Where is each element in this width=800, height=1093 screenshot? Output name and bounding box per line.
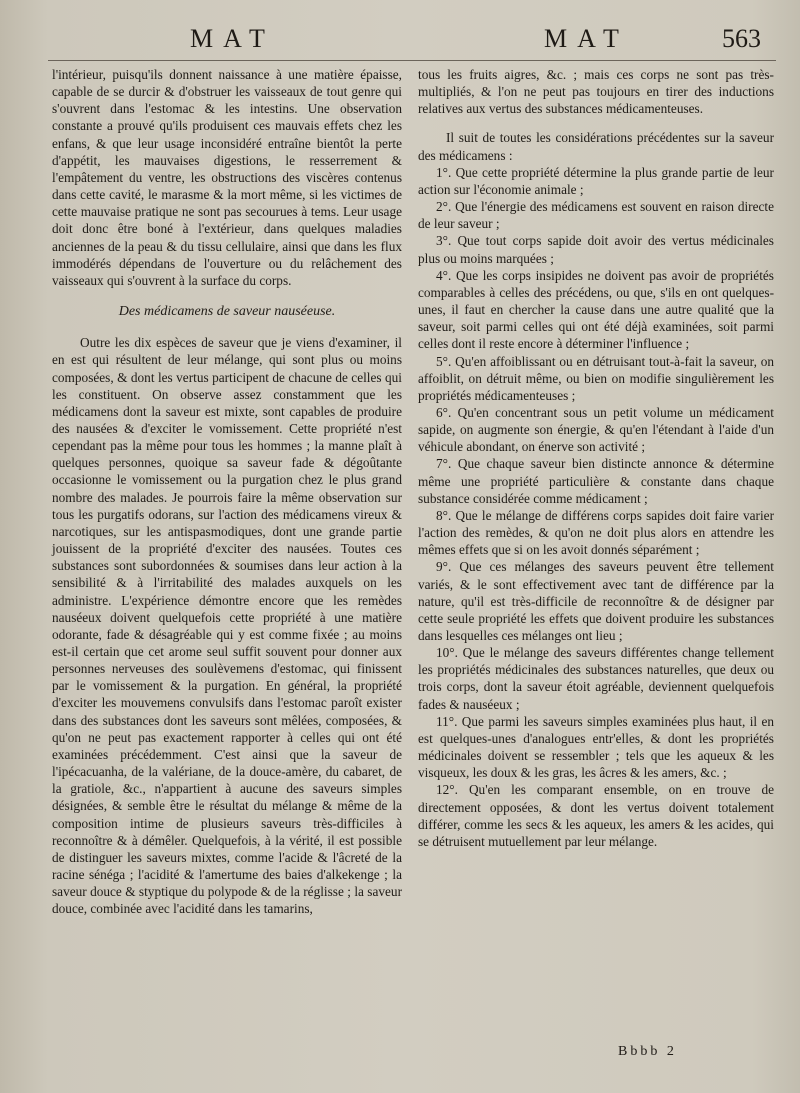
list-item: 7°. Que chaque saveur bien distincte annonce & détermine même une propriété particulière & constante dans chaque substance considérée comme médicament ;: [418, 456, 774, 506]
list-item: 12°. Qu'en les comparant ensemble, on en trouve de directement opposées, & dont les vertus doivent totalement différer, comme les secs & les aqueux, les amers & les acides, qui se détruisent mutuellement par leur mélange.: [418, 782, 774, 849]
header-rule: [48, 60, 776, 61]
conclusions-intro: Il suit de toutes les considérations précédentes sur la saveur des médicamens :: [418, 130, 774, 163]
list-item: 2°. Que l'énergie des médicamens est souvent en raison directe de leur saveur ;: [418, 199, 774, 232]
running-header: [0, 18, 800, 58]
right-column: [418, 66, 774, 850]
paragraph-gap: [418, 117, 774, 129]
header-right-title: MAT: [544, 24, 629, 53]
list-item: 5°. Qu'en affoiblissant ou en détruisant tout-à-fait la saveur, on affoiblit, on détruit même, ou bien on modifie singulièrement les propriétés médicamenteuses ;: [418, 353, 774, 403]
left-column: [52, 66, 402, 918]
list-item: 1°. Que cette propriété détermine la plus grande partie de leur action sur l'économie animale ;: [418, 164, 774, 197]
header-left-title: MAT: [190, 24, 275, 53]
list-item: 10°. Que le mélange des saveurs différentes change tellement les propriétés médicinales des substances naturelles, que deux ou trois corps, dont la saveur étoit agréable, deviennent quelquefois fades & nauséeux ;: [418, 645, 774, 712]
list-item: 3°. Que tout corps sapide doit avoir des vertus médicinales plus ou moins marquées ;: [418, 233, 774, 266]
list-item: 6°. Qu'en concentrant sous un petit volume un médicament sapide, on augmente son énergie, & qu'en l'étendant à l'aide d'un véhicule abondant, on énerve son activité ;: [418, 404, 774, 455]
list-item: 4°. Que les corps insipides ne doivent pas avoir de propriétés comparables à celles des précédens, ou que, s'ils en ont quelques-unes, il faut en chercher la cause dans une autre qualité que la saveur, soit parmi celles qui ont été déjà examinées, soit parmi celles dont il reste encore à déterminer l'influence ;: [418, 267, 774, 352]
section-heading: Des médicamens de saveur nauséeuse.: [118, 304, 336, 320]
left-paragraph-2: Outre les dix espèces de saveur que je viens d'examiner, il en est qui résultent de leur mélange, qui sont plus ou moins composées, & dont les vertus participent de chacune de celles qui les constituent. On observe assez constamment que les médicamens dont la saveur est mixte, sont capables de produire des nausées & d'exciter le vomissement. Cette propriété n'est cependant pas la même pour tous les hommes ; la manne plaît à quelques personnes, quoique sa saveur fade & dégoûtante occasionne le vomissement ou la purgation chez le plus grand nombre des malades. Je pourrois faire la même observation sur tous les purgatifs odorans, sur l'action des médicamens vireux & narcotiques, sur les antispasmodiques, dont une grande partie jouissent de la propriété d'exciter des nausées. Toutes ces substances sont subordonnées & soumises dans leur action à la sensibilité & à l'irritabilité des malades auxquels on les administre. L'expérience démontre encore que les remèdes nauséeux doivent quelquefois cette propriété à une matière odorante, fade & désagréable qui y est comme fixée ; au moins est-il certain que cet arome seul suffit souvent pour donner aux personnes nerveuses des soulèvemens d'estomac, qui finissent par le vomissement & la purgation. En général, la propriété d'exciter les mouvemens convulsifs dans l'estomac paroît exister dans des substances dont les saveurs sont mêlées, composées, & qu'on ne peut pas exactement rapporter à celles qui ont été examinées précédemment. C'est ainsi que la saveur de l'ipécacuanha, de la valériane, de la douce-amère, du cabaret, de la gratiole, &c., n'appartient à aucune des saveurs simples désignées, & semble être le résultat du mélange & même de la composition intime de plusieurs saveurs très-difficiles à reconnoître & à démêler. Quelquefois, à la vérité, il est possible de distinguer les saveurs mixtes, comme l'acide & l'âcreté de la racine sénéga ; l'acidité & l'amertume des baies d'alkekenge ; la saveur douce & styptique du polypode & de la réglisse ; la saveur douce, combinée avec l'acidité dans les tamarins,: [52, 335, 402, 917]
list-item: 11°. Que parmi les saveurs simples examinées plus haut, il en est quelques-unes d'analogues entr'elles, & dont les propriétés médicinales doivent se ressembler ; tels que les aqueux & les visqueux, les doux & les gras, les âcres & les amers, &c. ;: [418, 713, 774, 781]
list-item: 9°. Que ces mélanges des saveurs peuvent être tellement variés, & le sont effectivement avec tant de différence par la nature, qu'il est très-difficile de reconnoître & de désigner par cette seule propriété les effets que doivent produire les substances dans lesquelles ces mélanges ont lieu ;: [418, 559, 774, 643]
left-paragraph-1: l'intérieur, puisqu'ils donnent naissance à une matière épaisse, capable de se durcir & d'obstruer les vaisseaux de tout genre qui s'ouvrent dans l'estomac & les intestins. Une observation constante a prouvé qu'ils produisent ces mauvais effets chez les enfans, & que leur usage inconsidéré entraîne bientôt la perte d'appétit, les mauvaises digestions, le resserrement & l'empâtement du ventre, les obstructions des viscères contenus dans cette cavité, le marasme & la mort même, si les victimes de cette mauvaise pratique ne sont pas secourues à tems. Leur usage doit donc être boné à l'extérieur, dans quelques maladies anciennes de la peau & du tissu cellulaire, ainsi que dans les flux immodérés dépendans de l'ouverture ou du relâchement des vaisseaux qui s'ouvrent à la surface du corps.: [52, 67, 402, 288]
signature-mark: Bbbb 2: [618, 1044, 677, 1059]
list-item: 8°. Que le mélange de différens corps sapides doit faire varier l'action des remèdes, & qu'on ne doit plus alors en attendre les mêmes effets que si on les avoit donnés séparément ;: [418, 507, 774, 558]
right-paragraph-1: tous les fruits aigres, &c. ; mais ces corps ne sont pas très-multipliés, & l'on ne peut pas toujours en tirer des inductions relatives aux vertus des substances médicamenteuses.: [418, 67, 774, 117]
page-number: 563: [722, 24, 761, 53]
